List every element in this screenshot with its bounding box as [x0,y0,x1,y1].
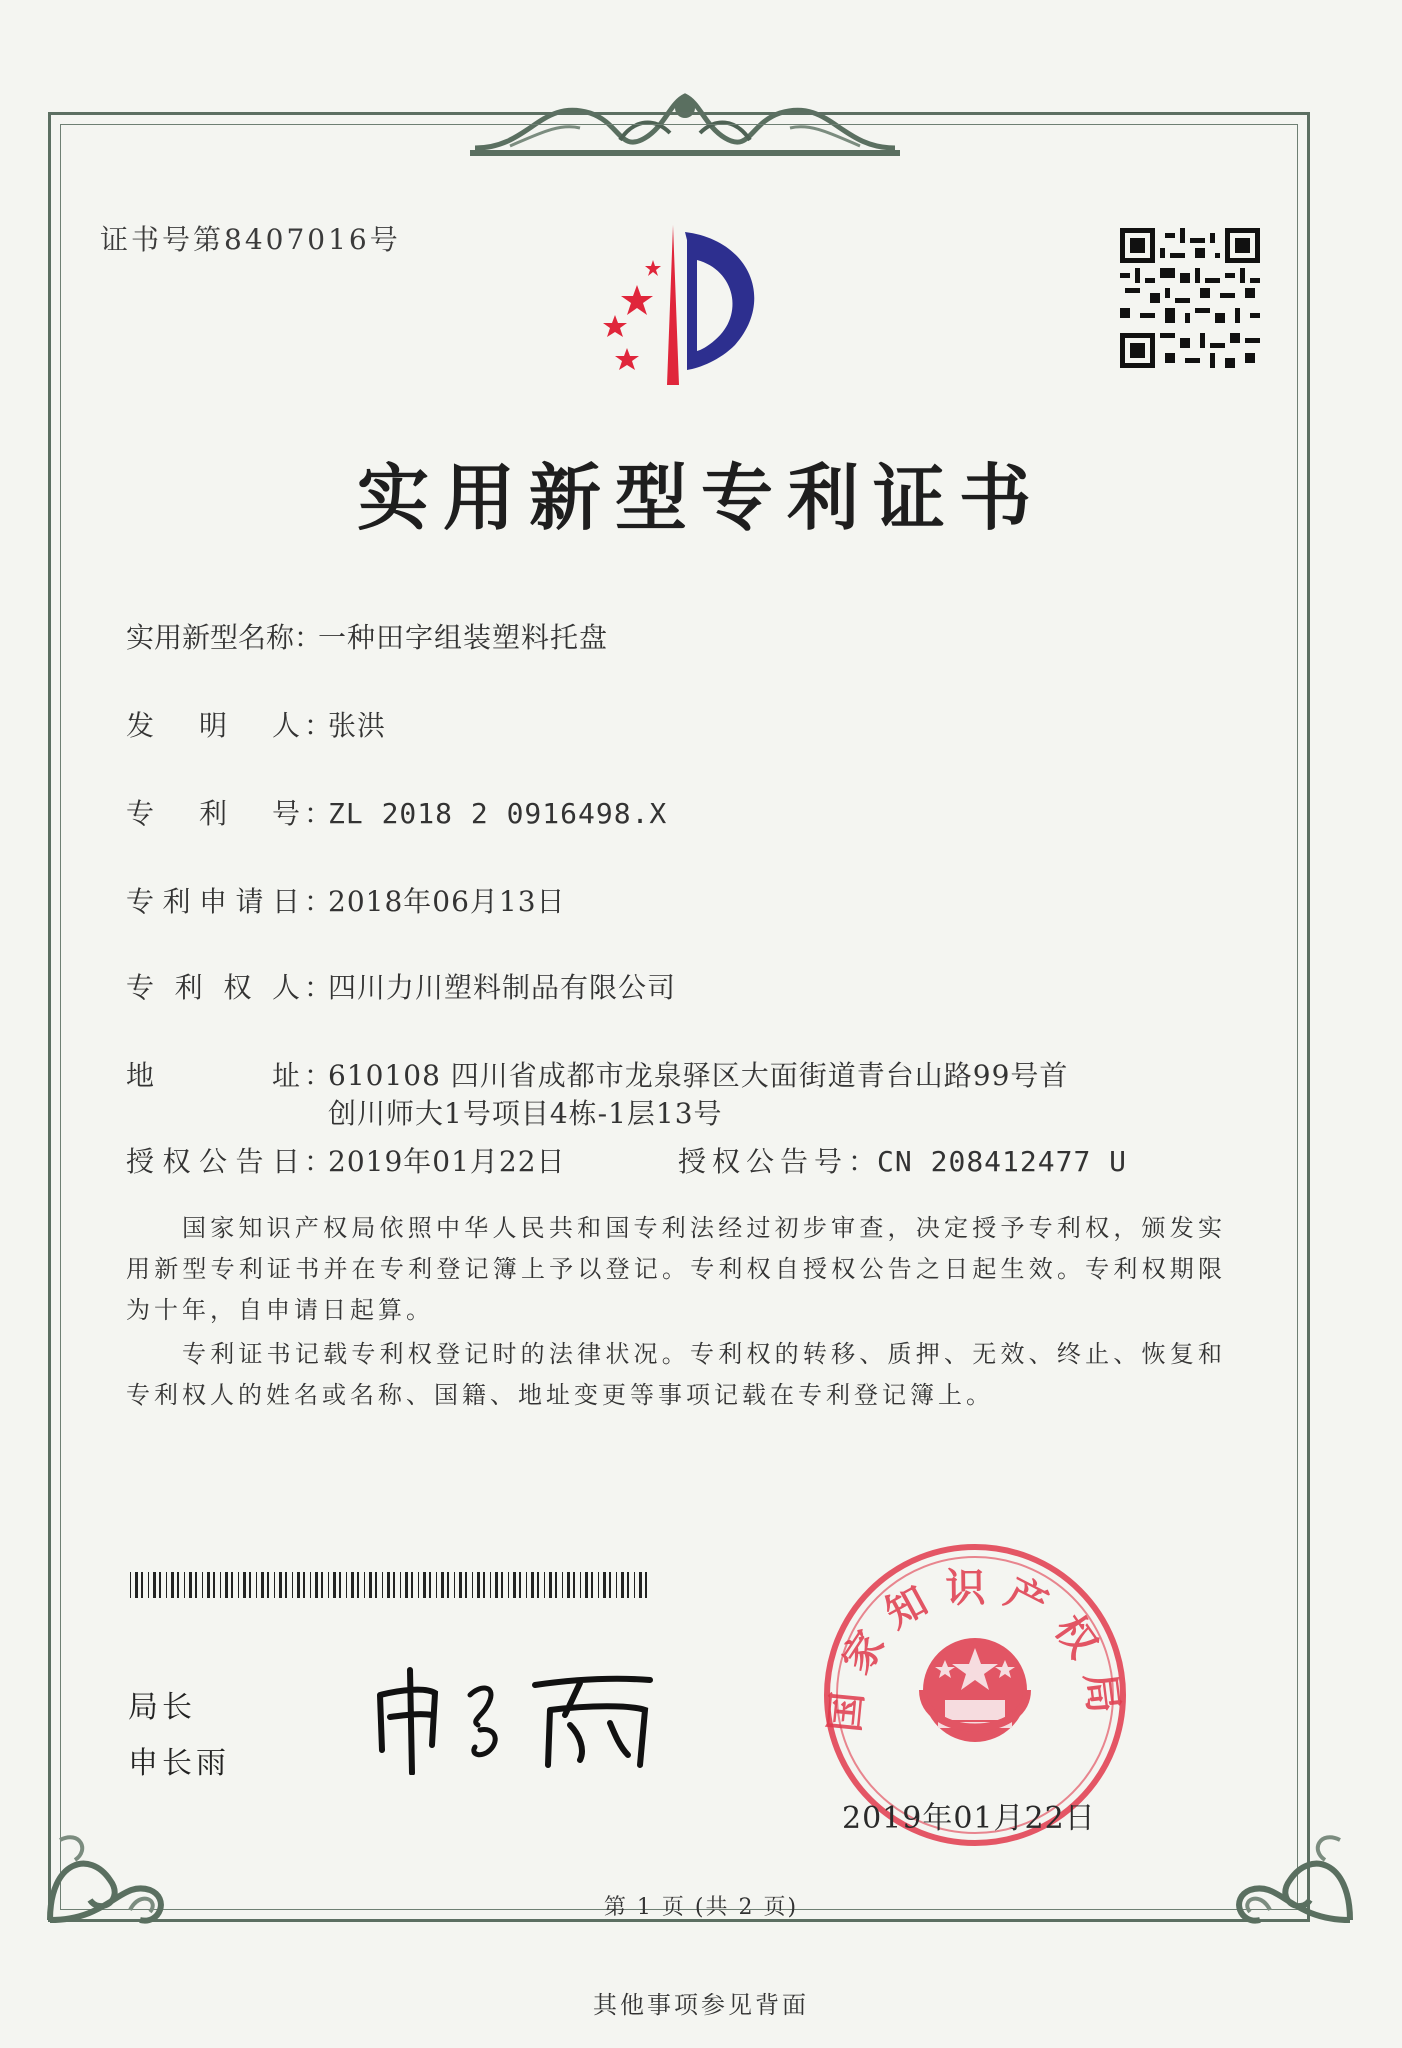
field-application-date: 专 利 申 请 日 ：2018年06月13日 [126,880,566,920]
paragraph-grant: 国家知识产权局依照中华人民共和国专利法经过初步审查，决定授予专利权，颁发实用新型专利证书并在专利登记簿上予以登记。专利权自授权公告之日起生效。专利权期限为十年，自申请日起算。 [126,1214,1226,1324]
seal-date: 2019年01月22日 [842,1801,1096,1836]
field-patent-number: 专 利 号 ：ZL 2018 2 0916498.X [126,792,667,832]
field-patentee-value: 四川力川塑料制品有限公司 [328,971,677,1004]
director-signature [370,1655,670,1775]
field-patent-number-value: ZL 2018 2 0916498.X [328,797,668,830]
qr-code [1120,228,1260,368]
field-inventor-label: 发 明 人 [126,709,300,742]
certificate-number: 证书号第8407016号 [100,223,401,256]
field-patentee: 专 利 权 人 ：四川力川塑料制品有限公司 [126,966,676,1006]
paragraph-legal-status: 专利证书记载专利权登记时的法律状况。专利权的转移、质押、无效、终止、恢复和专利权人的姓名或名称、国籍、地址变更等事项记载在专利登记簿上。 [126,1340,1226,1409]
field-inventor: 发 明 人 ：张洪 [126,704,386,744]
field-publication-number-value: CN 208412477 U [877,1145,1128,1178]
field-application-date-label: 专 利 申 请 日 [126,885,300,918]
field-name: 实用新型名称：一种田字组装塑料托盘 [126,616,608,656]
field-address-label: 地 址 [126,1059,300,1092]
field-publication-number: 授权公告号：CN 208412477 U [678,1145,1128,1178]
footer-note: 其他事项参见背面 [593,1991,809,2019]
barcode [130,1572,655,1598]
field-inventor-value: 张洪 [328,709,387,742]
field-application-date-value: 2018年06月13日 [328,885,566,918]
director-title: 局长 [128,1690,196,1725]
field-publication-date-value: 2019年01月22日 [328,1145,566,1178]
field-address: 地 址 ：610108 四川省成都市龙泉驿区大面街道青台山路99号首 [126,1054,1068,1094]
director-name: 申长雨 [128,1746,230,1781]
certificate-title: 实用新型专利证书 [356,455,1045,540]
field-name-label: 实用新型名称 [126,621,295,654]
field-publication-date-label: 授 权 公 告 日 [126,1145,300,1178]
field-publication-date: 授 权 公 告 日 ：2019年01月22日 [126,1140,566,1180]
field-publication-number-label: 授权公告号 [678,1145,849,1178]
page-number: 第 1 页 (共 2 页) [603,1895,799,1920]
cnipa-logo [575,220,800,395]
field-name-value: 一种田字组装塑料托盘 [318,621,609,654]
field-patentee-label: 专 利 权 人 [126,971,300,1004]
field-address-line1: 610108 四川省成都市龙泉驿区大面街道青台山路99号首 [328,1059,1069,1092]
seal-text: 国家知识产权局 [821,1564,1130,1735]
field-address-line2: 创川师大1号项目4栋-1层13号 [328,1097,723,1130]
field-patent-number-label: 专 利 号 [126,797,300,830]
